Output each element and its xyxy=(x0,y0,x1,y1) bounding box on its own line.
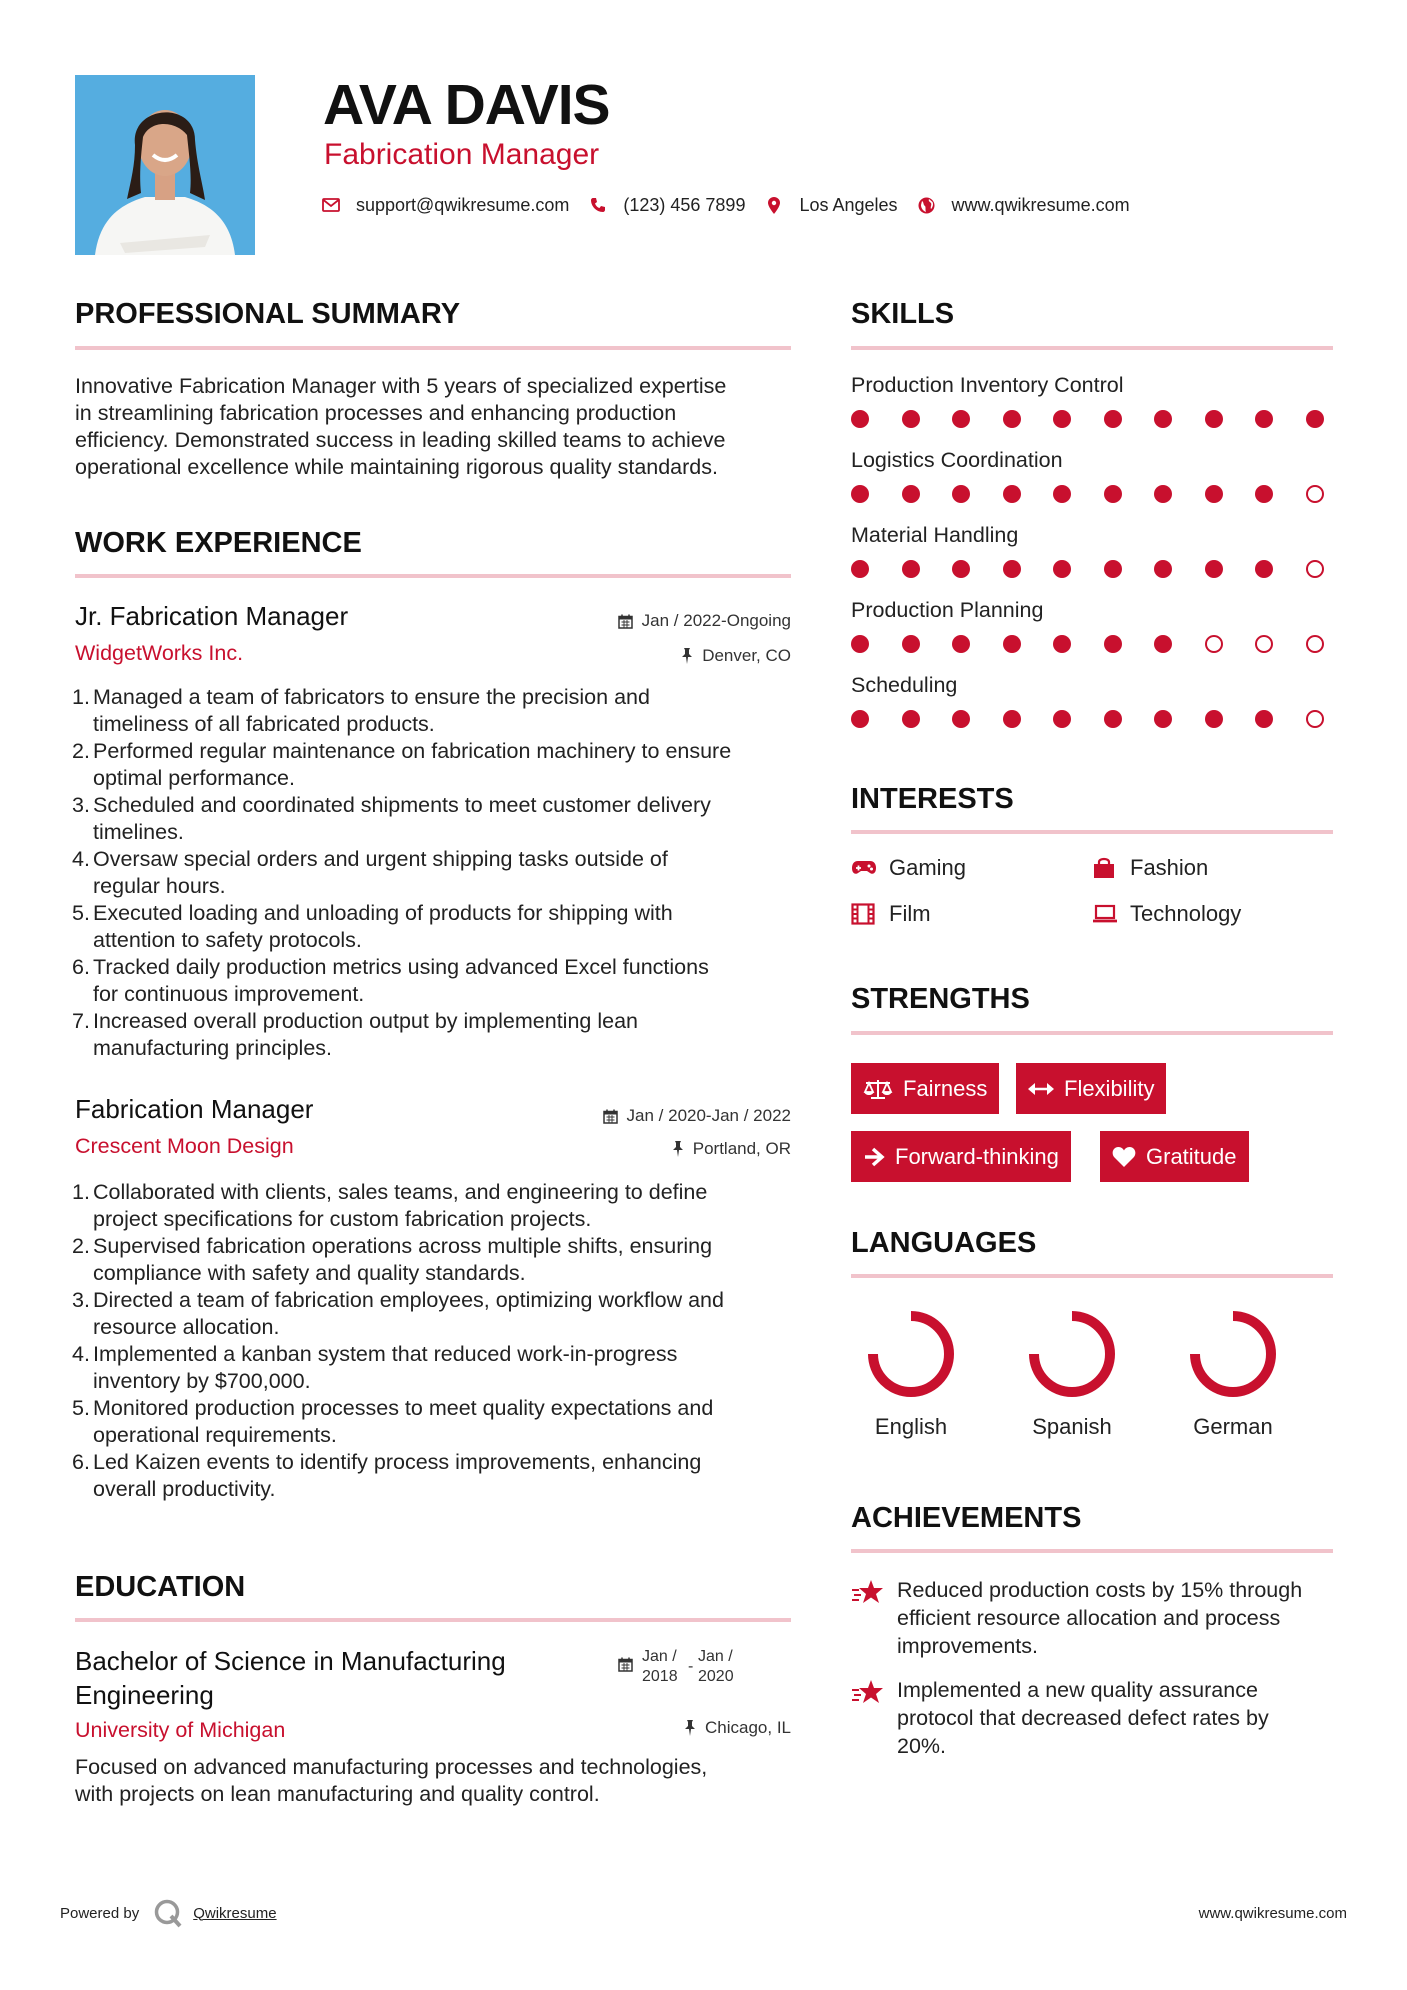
rating-dot-filled xyxy=(1104,560,1122,578)
skills-divider xyxy=(851,346,1333,350)
strength-flexibility: Flexibility xyxy=(1016,1063,1166,1114)
rating-dot-filled xyxy=(1053,560,1071,578)
rating-dot-filled xyxy=(952,710,970,728)
list-item: 3. Scheduled and coordinated shipments to meet customer delivery timelines. xyxy=(72,793,711,844)
film-icon xyxy=(851,903,877,925)
rating-dot-filled xyxy=(1255,410,1273,428)
summary-divider xyxy=(75,346,791,350)
skills-heading: SKILLS xyxy=(851,298,955,330)
education-dates: Jan / 2018 - Jan / 2020 xyxy=(618,1647,734,1687)
interest-fashion: Fashion xyxy=(1092,855,1208,881)
strengths-heading: STRENGTHS xyxy=(851,983,1030,1015)
rating-dot-filled xyxy=(1003,560,1021,578)
education-heading: EDUCATION xyxy=(75,1571,246,1603)
job-2-duties xyxy=(72,1179,805,1503)
rating-dot-filled xyxy=(902,560,920,578)
pin-icon xyxy=(684,1720,696,1736)
job-2-role: Fabrication Manager xyxy=(75,1094,314,1124)
footer-website[interactable]: www.qwikresume.com xyxy=(1198,1905,1347,1922)
interest-film: Film xyxy=(851,901,931,927)
list-item: 2. Performed regular maintenance on fabrication machinery to ensure optimal performance. xyxy=(72,739,732,790)
list-item: 6. Tracked daily production metrics using advanced Excel functions for continuous improvement. xyxy=(72,955,709,1006)
skill-name: Scheduling xyxy=(851,673,958,697)
rating-dot-filled xyxy=(1154,410,1172,428)
languages-divider xyxy=(851,1274,1333,1278)
job-1-location: Denver, CO xyxy=(681,646,791,666)
rating-dot-empty xyxy=(1306,710,1324,728)
rating-dot-filled xyxy=(851,635,869,653)
rating-dot-filled xyxy=(902,635,920,653)
list-item: 5. Monitored production processes to meet quality expectations and operational requirements. xyxy=(72,1396,714,1447)
language-item xyxy=(1012,1308,1132,1440)
language-item xyxy=(851,1308,971,1440)
work-divider xyxy=(75,574,791,578)
languages-heading: LANGUAGES xyxy=(851,1227,1037,1259)
candidate-name: AVA DAVIS xyxy=(323,73,610,137)
job-2-dates: Jan / 2020-Jan / 2022 xyxy=(603,1106,791,1126)
rating-dot-filled xyxy=(1104,410,1122,428)
rating-dot-filled xyxy=(1154,485,1172,503)
phone-icon xyxy=(589,196,607,214)
job-2-company: Crescent Moon Design xyxy=(75,1134,294,1158)
language-ring xyxy=(1187,1308,1279,1400)
rating-dot-filled xyxy=(1205,560,1223,578)
rating-dot-filled xyxy=(1205,710,1223,728)
skill-rating xyxy=(851,410,1324,428)
rating-dot-filled xyxy=(851,560,869,578)
contact-email[interactable]: support@qwikresume.com xyxy=(356,194,570,215)
rating-dot-filled xyxy=(1154,560,1172,578)
work-heading: WORK EXPERIENCE xyxy=(75,527,362,559)
skill-row xyxy=(851,373,1333,448)
list-item: 2. Supervised fabrication operations across multiple shifts, ensuring compliance with safety and quality standards. xyxy=(72,1234,713,1285)
rating-dot-empty xyxy=(1205,635,1223,653)
job-1-duties xyxy=(72,684,805,1062)
rating-dot-empty xyxy=(1306,485,1324,503)
skill-name: Production Planning xyxy=(851,598,1044,622)
job-1-company: WidgetWorks Inc. xyxy=(75,641,244,665)
interests-heading: INTERESTS xyxy=(851,783,1014,815)
skill-rating xyxy=(851,560,1324,578)
list-item: 7. Increased overall production output by implementing lean manufacturing principles. xyxy=(72,1009,638,1060)
contact-website[interactable]: www.qwikresume.com xyxy=(951,194,1130,215)
summary-heading: PROFESSIONAL SUMMARY xyxy=(75,298,461,330)
language-name: Spanish xyxy=(1032,1414,1112,1439)
rating-dot-filled xyxy=(952,410,970,428)
calendar-icon xyxy=(603,1109,618,1124)
rating-dot-filled xyxy=(1255,485,1273,503)
star-icon xyxy=(851,1676,885,1713)
shopping-bag-icon xyxy=(1092,856,1118,880)
rating-dot-filled xyxy=(902,410,920,428)
rating-dot-filled xyxy=(851,485,869,503)
skill-row xyxy=(851,598,1333,673)
balance-scale-icon xyxy=(863,1078,893,1100)
skill-rating xyxy=(851,635,1324,653)
arrows-horizontal-icon xyxy=(1028,1082,1054,1096)
rating-dot-filled xyxy=(1154,710,1172,728)
rating-dot-filled xyxy=(1104,485,1122,503)
envelope-icon xyxy=(322,196,340,214)
rating-dot-filled xyxy=(1205,410,1223,428)
language-level-arc xyxy=(1034,1316,1110,1392)
rating-dot-filled xyxy=(902,485,920,503)
job-1-role: Jr. Fabrication Manager xyxy=(75,601,349,631)
list-item: 4. Implemented a kanban system that reduced work-in-progress inventory by $700,000. xyxy=(72,1342,678,1393)
rating-dot-filled xyxy=(1053,635,1071,653)
candidate-title: Fabrication Manager xyxy=(324,138,600,171)
language-item xyxy=(1173,1308,1293,1440)
skill-name: Material Handling xyxy=(851,523,1019,547)
rating-dot-filled xyxy=(1003,410,1021,428)
rating-dot-filled xyxy=(902,710,920,728)
education-location: Chicago, IL xyxy=(684,1718,791,1738)
list-item: 5. Executed loading and unloading of products for shipping with attention to safety protocols. xyxy=(72,901,673,952)
calendar-icon xyxy=(618,614,633,629)
strength-fairness: Fairness xyxy=(851,1063,999,1114)
rating-dot-filled xyxy=(952,635,970,653)
language-ring xyxy=(865,1308,957,1400)
summary-text: Innovative Fabrication Manager with 5 years of specialized expertise in streamlining fabrication processes and enhancing production efficiency. Demonstrated success in leading skilled teams to achieve operational excellence while maintaining rigorous quality standards. xyxy=(75,374,727,479)
interests-divider xyxy=(851,830,1333,834)
education-degree: Bachelor of Science in Manufacturing Engineering xyxy=(75,1646,506,1710)
skill-row xyxy=(851,523,1333,598)
list-item: 6. Led Kaizen events to identify process improvements, enhancing overall productivity. xyxy=(72,1450,702,1501)
rating-dot-filled xyxy=(851,410,869,428)
skill-row xyxy=(851,448,1333,523)
gamepad-icon xyxy=(851,860,877,876)
rating-dot-filled xyxy=(952,560,970,578)
rating-dot-filled xyxy=(1306,410,1324,428)
rating-dot-filled xyxy=(1053,410,1071,428)
pin-icon xyxy=(672,1141,684,1157)
rating-dot-filled xyxy=(851,710,869,728)
language-name: English xyxy=(874,1414,948,1439)
contact-location: Los Angeles xyxy=(799,194,898,215)
rating-dot-empty xyxy=(1306,635,1324,653)
strengths-divider xyxy=(851,1031,1333,1035)
profile-photo xyxy=(75,75,255,255)
list-item: 1. Managed a team of fabricators to ensure the precision and timeliness of all fabricated products. xyxy=(72,685,650,736)
rating-dot-filled xyxy=(1104,710,1122,728)
rating-dot-filled xyxy=(1205,485,1223,503)
language-ring xyxy=(1026,1308,1118,1400)
qwikresume-link[interactable]: Qwikresume xyxy=(193,1904,277,1922)
rating-dot-filled xyxy=(1003,635,1021,653)
interest-technology: Technology xyxy=(1092,901,1241,927)
footer-powered-by: Powered by Qwikresume xyxy=(60,1898,277,1928)
language-name: German xyxy=(1193,1414,1273,1439)
rating-dot-filled xyxy=(1154,635,1172,653)
rating-dot-filled xyxy=(1255,560,1273,578)
languages-list xyxy=(851,1308,1293,1440)
heart-icon xyxy=(1112,1146,1136,1167)
globe-icon xyxy=(918,196,936,214)
rating-dot-empty xyxy=(1306,560,1324,578)
skills-list xyxy=(851,373,1333,748)
education-school: University of Michigan xyxy=(75,1718,286,1742)
job-1-dates: Jan / 2022-Ongoing xyxy=(618,611,791,631)
arrow-right-icon xyxy=(863,1147,885,1167)
star-icon xyxy=(851,1576,885,1613)
rating-dot-empty xyxy=(1255,635,1273,653)
language-level-arc xyxy=(873,1316,949,1392)
skill-rating xyxy=(851,710,1324,728)
rating-dot-filled xyxy=(1053,710,1071,728)
job-2-location: Portland, OR xyxy=(672,1139,791,1159)
education-divider xyxy=(75,1618,791,1622)
achievement-1: Reduced production costs by 15% through efficient resource allocation and process improvements. xyxy=(851,1576,1341,1660)
education-description: Focused on advanced manufacturing processes and technologies, with projects on lean manufacturing and quality control. xyxy=(75,1755,708,1806)
skill-name: Logistics Coordination xyxy=(851,448,1063,472)
calendar-icon xyxy=(618,1657,633,1672)
list-item: 4. Oversaw special orders and urgent shipping tasks outside of regular hours. xyxy=(72,847,668,898)
rating-dot-filled xyxy=(952,485,970,503)
skill-name: Production Inventory Control xyxy=(851,373,1124,397)
contact-phone[interactable]: (123) 456 7899 xyxy=(623,194,746,215)
achievements-divider xyxy=(851,1549,1333,1553)
contact-bar xyxy=(322,192,1150,218)
language-level-arc xyxy=(1195,1316,1271,1392)
rating-dot-filled xyxy=(1003,710,1021,728)
rating-dot-filled xyxy=(1104,635,1122,653)
strength-gratitude: Gratitude xyxy=(1100,1131,1249,1182)
rating-dot-filled xyxy=(1255,710,1273,728)
interest-gaming: Gaming xyxy=(851,855,966,881)
rating-dot-filled xyxy=(1053,485,1071,503)
laptop-icon xyxy=(1092,904,1118,924)
list-item: 1. Collaborated with clients, sales teams, and engineering to define project specifications for custom fabrication projects. xyxy=(72,1180,708,1231)
pin-icon xyxy=(681,648,693,664)
strength-forward-thinking: Forward-thinking xyxy=(851,1131,1071,1182)
achievements-heading: ACHIEVEMENTS xyxy=(851,1502,1082,1534)
skill-row xyxy=(851,673,1333,748)
list-item: 3. Directed a team of fabrication employees, optimizing workflow and resource allocation. xyxy=(72,1288,724,1339)
qwikresume-logo-icon xyxy=(153,1898,183,1928)
map-marker-icon xyxy=(765,196,783,214)
achievement-2: Implemented a new quality assurance protocol that decreased defect rates by 20%. xyxy=(851,1676,1341,1760)
skill-rating xyxy=(851,485,1324,503)
rating-dot-filled xyxy=(1003,485,1021,503)
